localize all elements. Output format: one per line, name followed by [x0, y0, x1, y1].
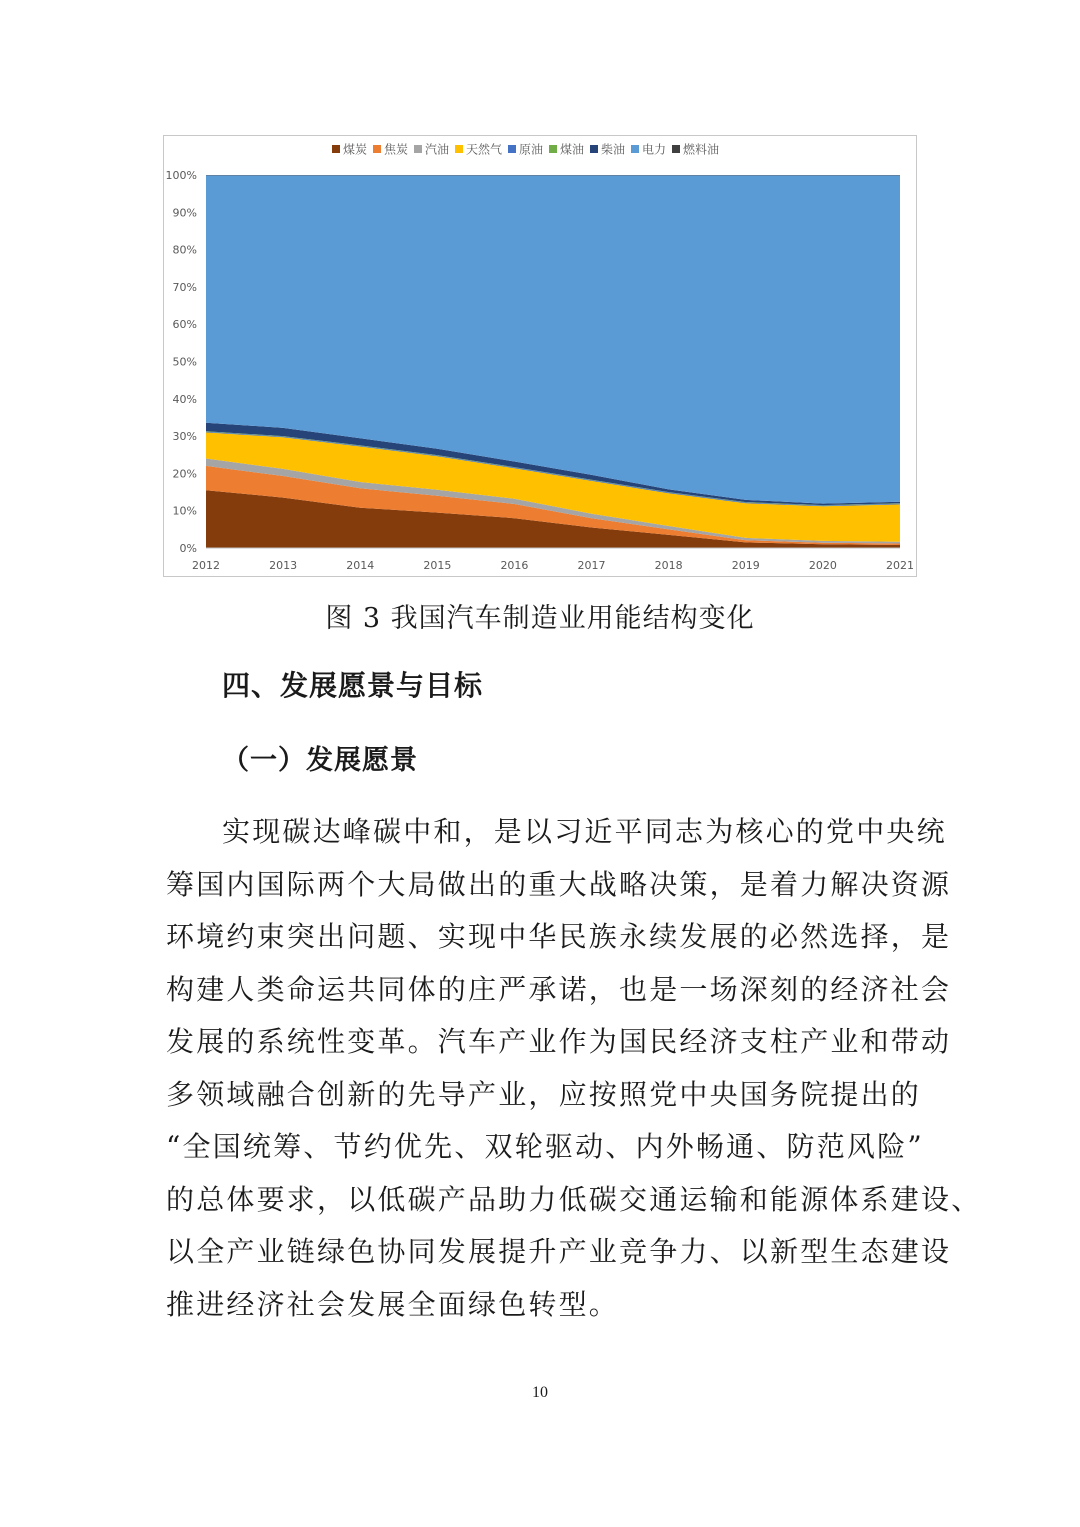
x-tick-label: 2017 [577, 559, 606, 572]
x-tick-label: 2018 [654, 559, 683, 572]
legend-swatch-6 [590, 145, 598, 153]
legend-label-7: 电力 [642, 142, 667, 157]
y-tick-label: 80% [172, 243, 197, 257]
x-tick-label: 2015 [423, 559, 452, 572]
x-tick-label: 2014 [346, 559, 375, 572]
legend-label-3: 天然气 [466, 142, 503, 157]
legend-swatch-1 [373, 145, 381, 153]
legend-swatch-2 [414, 145, 422, 153]
x-tick-label: 2013 [269, 559, 298, 572]
stacked-area-chart-svg [164, 136, 916, 576]
paragraph-line: 多领域融合创新的先导产业，应按照党中央国务院提出的 [166, 1077, 922, 1111]
paragraph-line: 推进经济社会发展全面绿色转型。 [166, 1287, 620, 1321]
y-tick-label: 30% [172, 430, 197, 444]
legend-swatch-0 [332, 145, 340, 153]
legend-label-6: 柴油 [601, 142, 626, 157]
paragraph-line: 的总体要求，以低碳产品助力低碳交通运输和能源体系建设、 [166, 1182, 982, 1216]
subsection-heading: （一）发展愿景 [222, 745, 418, 776]
figure-caption: 图 3 我国汽车制造业用能结构变化 [325, 603, 755, 634]
legend-label-1: 焦炭 [384, 142, 409, 157]
legend-swatch-4 [508, 145, 516, 153]
body-paragraph [166, 806, 982, 1331]
y-tick-label: 90% [172, 206, 197, 220]
page-number: 10 [532, 1384, 548, 1401]
section-heading: 四、发展愿景与目标 [222, 669, 484, 702]
legend-swatch-5 [549, 145, 557, 153]
y-tick-label: 50% [172, 355, 197, 369]
paragraph-line: 构建人类命运共同体的庄严承诺，也是一场深刻的经济社会 [166, 972, 952, 1006]
legend-label-8: 燃料油 [683, 142, 720, 157]
energy-structure-chart [163, 135, 917, 577]
legend-swatch-3 [455, 145, 463, 153]
legend-label-5: 煤油 [560, 142, 585, 157]
legend-swatch-7 [631, 145, 639, 153]
x-tick-label: 2020 [808, 559, 837, 572]
y-tick-label: 100% [165, 169, 197, 182]
x-tick-label: 2012 [192, 559, 220, 572]
paragraph-line: 实现碳达峰碳中和，是以习近平同志为核心的党中央统 [222, 815, 947, 848]
y-tick-label: 40% [172, 392, 197, 406]
x-tick-label: 2021 [886, 559, 914, 572]
legend-label-2: 汽油 [425, 142, 450, 157]
y-tick-label: 60% [172, 318, 197, 332]
x-tick-label: 2016 [500, 559, 529, 572]
paragraph-line: 以全产业链绿色协同发展提升产业竞争力、以新型生态建设 [166, 1235, 952, 1268]
x-tick-label: 2019 [731, 559, 760, 572]
legend-swatch-8 [672, 145, 680, 153]
y-tick-label: 0% [179, 542, 197, 555]
paragraph-line: 筹国内国际两个大局做出的重大战略决策，是着力解决资源 [166, 867, 952, 901]
paragraph-line: 发展的系统性变革。汽车产业作为国民经济支柱产业和带动 [166, 1025, 952, 1058]
y-tick-label: 70% [172, 280, 197, 294]
legend-label-0: 煤炭 [343, 142, 368, 157]
paragraph-line: “全国统筹、节约优先、双轮驱动、内外畅通、防范风险” [166, 1130, 924, 1163]
y-tick-label: 20% [172, 467, 197, 481]
y-tick-label: 10% [172, 504, 197, 518]
legend-label-4: 原油 [519, 142, 544, 157]
paragraph-line: 环境约束突出问题、实现中华民族永续发展的必然选择，是 [166, 920, 952, 953]
